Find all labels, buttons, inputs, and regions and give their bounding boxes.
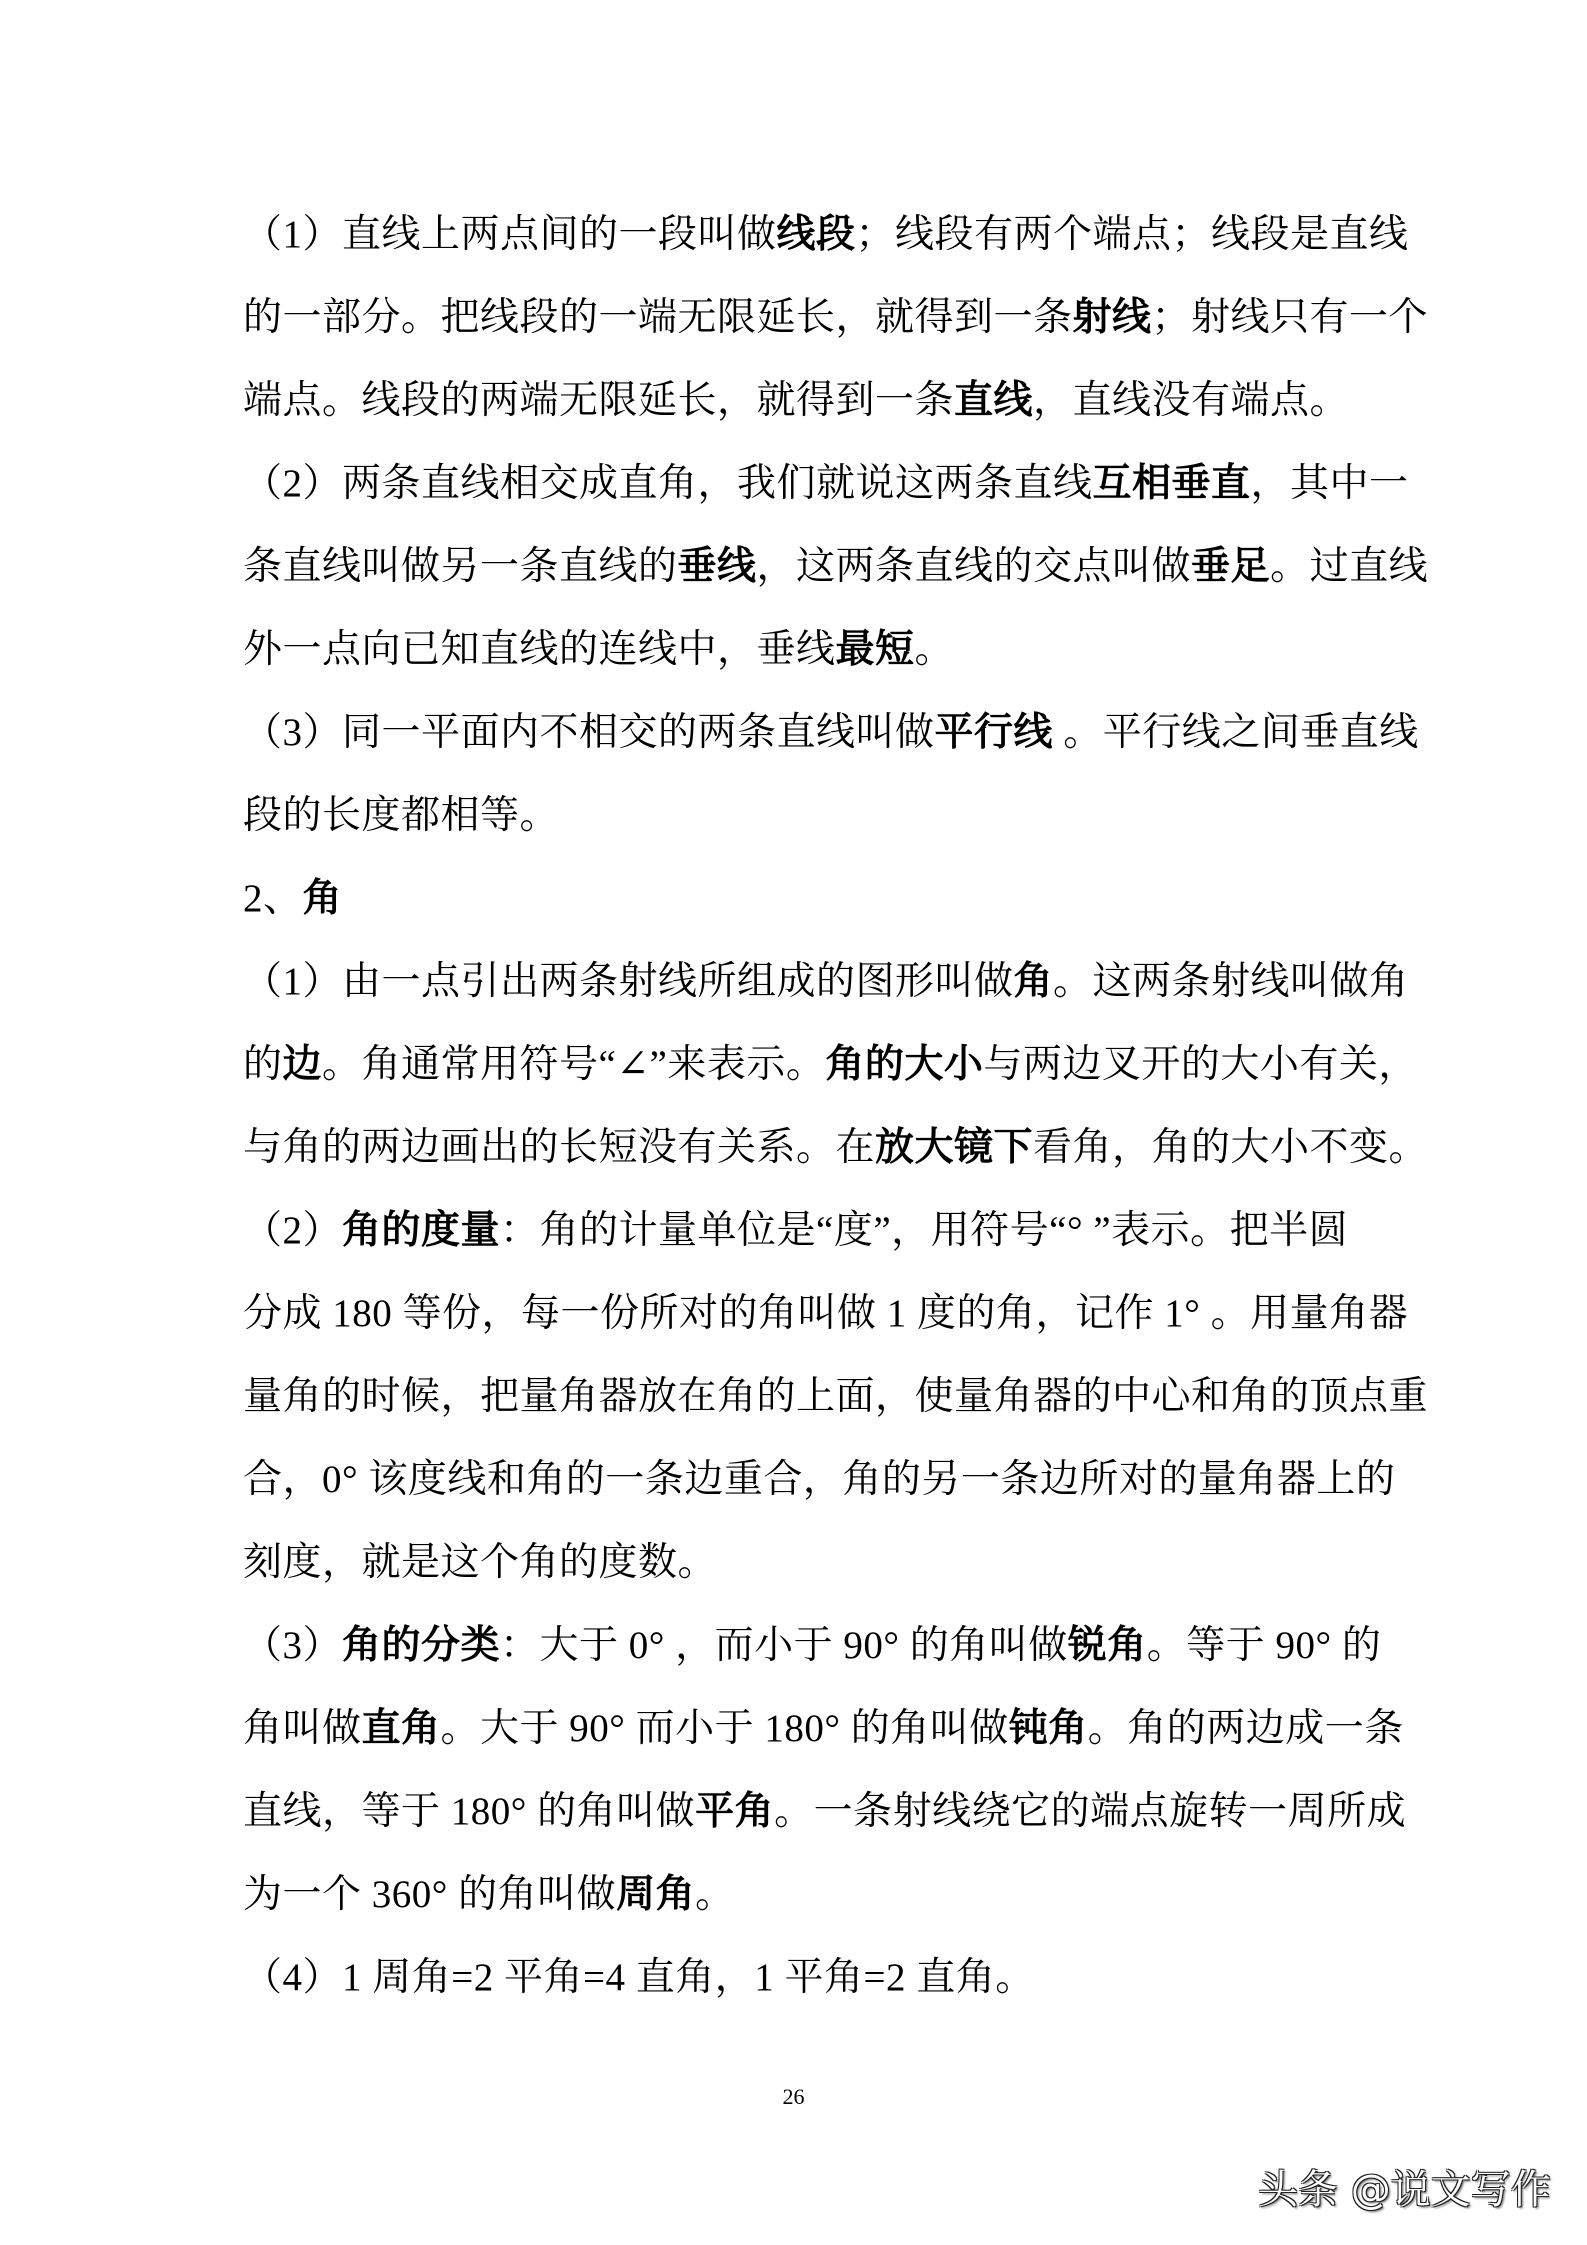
- text-segment: ，其中一: [1250, 462, 1409, 505]
- text-segment: 。过直线: [1270, 545, 1429, 588]
- bold-term: 周角: [616, 1873, 696, 1916]
- text-segment: 。大于 90° 而小于 180° 的角叫做: [440, 1707, 1009, 1750]
- text-segment: 刻度，就是这个角的度数。: [243, 1541, 718, 1584]
- text-segment: ；射线只有一个: [1151, 296, 1429, 339]
- bold-term: 平角: [695, 1790, 775, 1833]
- text-segment: 。平行线之间垂直线: [1053, 711, 1419, 754]
- text-segment: 。: [914, 628, 955, 671]
- text-segment: ，这两条直线的交点叫做: [756, 545, 1192, 588]
- text-line: [243, 1539, 1348, 1587]
- text-segment: 角叫做: [243, 1707, 362, 1750]
- text-line: [243, 1290, 1409, 1338]
- text-line: [243, 211, 1409, 259]
- text-line: [243, 1456, 1396, 1504]
- bold-term: 平行线: [934, 711, 1054, 754]
- bold-term: 射线: [1072, 296, 1152, 339]
- text-segment: 为一个 360° 的角叫做: [243, 1873, 617, 1916]
- text-segment: 的一部分。把线段的一端无限延长，就得到一条: [243, 296, 1073, 339]
- bold-term: 直角: [361, 1707, 441, 1750]
- text-segment: ，直线没有端点。: [1033, 379, 1350, 422]
- text-segment: 段的长度都相等。: [243, 794, 560, 837]
- text-segment: 外一点向已知直线的连线中，垂线: [243, 628, 836, 671]
- page-number: 26: [782, 2084, 805, 2109]
- bold-term: 角: [302, 877, 343, 920]
- text-segment: 。角的两边成一条: [1087, 1707, 1404, 1750]
- text-segment: （1）直线上两点间的一段叫做: [243, 213, 777, 256]
- text-segment: 。角通常用符号“∠”来表示。: [322, 1043, 826, 1086]
- text-segment: 看角，角的大小不变。: [1033, 1126, 1429, 1169]
- bold-term: 角的度量: [342, 1209, 501, 1252]
- text-segment: 条直线叫做另一条直线的: [243, 545, 678, 588]
- bold-term: 角: [1013, 960, 1054, 1003]
- text-line: [243, 875, 1348, 923]
- text-segment: 。: [695, 1873, 735, 1916]
- bold-term: 角的分类: [342, 1624, 501, 1667]
- text-line: [243, 626, 1348, 674]
- text-segment: （2）两条直线相交成直角，我们就说这两条直线: [243, 462, 1093, 505]
- text-segment: （3）: [243, 1624, 343, 1667]
- text-segment: 量角的时候，把量角器放在角的上面，使量角器的中心和角的顶点重: [243, 1375, 1429, 1418]
- bold-term: 钝角: [1008, 1707, 1088, 1750]
- text-segment: 端点。线段的两端无限延长，就得到一条: [243, 379, 955, 422]
- text-segment: 与角的两边画出的长短没有关系。在: [243, 1126, 876, 1169]
- text-segment: 。这两条射线叫做角: [1053, 960, 1409, 1003]
- bold-term: 垂线: [677, 545, 757, 588]
- text-segment: （1）由一点引出两条射线所组成的图形叫做: [243, 960, 1014, 1003]
- bold-term: 直线: [954, 379, 1034, 422]
- bold-term: 放大镜下: [875, 1126, 1034, 1169]
- text-line: [243, 709, 1419, 757]
- text-line: [243, 1124, 1429, 1172]
- text-line: [243, 1954, 1348, 2002]
- text-line: [243, 1788, 1407, 1836]
- text-line: [243, 543, 1429, 591]
- text-segment: 。一条射线绕它的端点旋转一周所成: [774, 1790, 1407, 1833]
- bold-term: 最短: [835, 628, 915, 671]
- text-line: [243, 792, 1348, 840]
- bold-term: 角的大小: [825, 1043, 984, 1086]
- text-line: [243, 294, 1429, 342]
- text-line: [243, 1373, 1429, 1421]
- text-segment: （2）: [243, 1209, 343, 1252]
- watermark: 头条 @说文写作: [1258, 2167, 1551, 2213]
- text-segment: 分成 180 等份，每一份所对的角叫做 1 度的角，记作 1° 。用量角器: [243, 1292, 1409, 1335]
- text-segment: ；线段有两个端点；线段是直线: [855, 213, 1409, 256]
- bold-term: 垂足: [1191, 545, 1271, 588]
- text-segment: （3）同一平面内不相交的两条直线叫做: [243, 711, 935, 754]
- text-line: [243, 1041, 1418, 1089]
- text-segment: 的: [243, 1043, 283, 1086]
- text-segment: 直线，等于 180° 的角叫做: [243, 1790, 696, 1833]
- text-line: [243, 460, 1409, 508]
- text-segment: ：角的计量单位是“度”，用符号“° ”表示。把半圆: [500, 1209, 1349, 1252]
- text-segment: 2、: [243, 877, 303, 920]
- text-segment: 。等于 90° 的: [1146, 1624, 1382, 1667]
- bold-term: 锐角: [1067, 1624, 1147, 1667]
- text-segment: 合，0° 该度线和角的一条边重合，角的另一条边所对的量角器上的: [243, 1458, 1396, 1501]
- text-line: [243, 1705, 1404, 1753]
- text-line: [243, 1622, 1382, 1670]
- text-line: [243, 1207, 1348, 1255]
- text-line: [243, 958, 1409, 1006]
- bold-term: 边: [282, 1043, 323, 1086]
- text-line: [243, 1871, 1348, 1919]
- text-segment: ：大于 0° ，而小于 90° 的角叫做: [500, 1624, 1068, 1667]
- text-segment: （4）1 周角=2 平角=4 直角，1 平角=2 直角。: [243, 1956, 1035, 1999]
- text-segment: 与两边叉开的大小有关，: [983, 1043, 1418, 1086]
- bold-term: 互相垂直: [1092, 462, 1251, 505]
- bold-term: 线段: [776, 213, 856, 256]
- text-line: [243, 377, 1348, 425]
